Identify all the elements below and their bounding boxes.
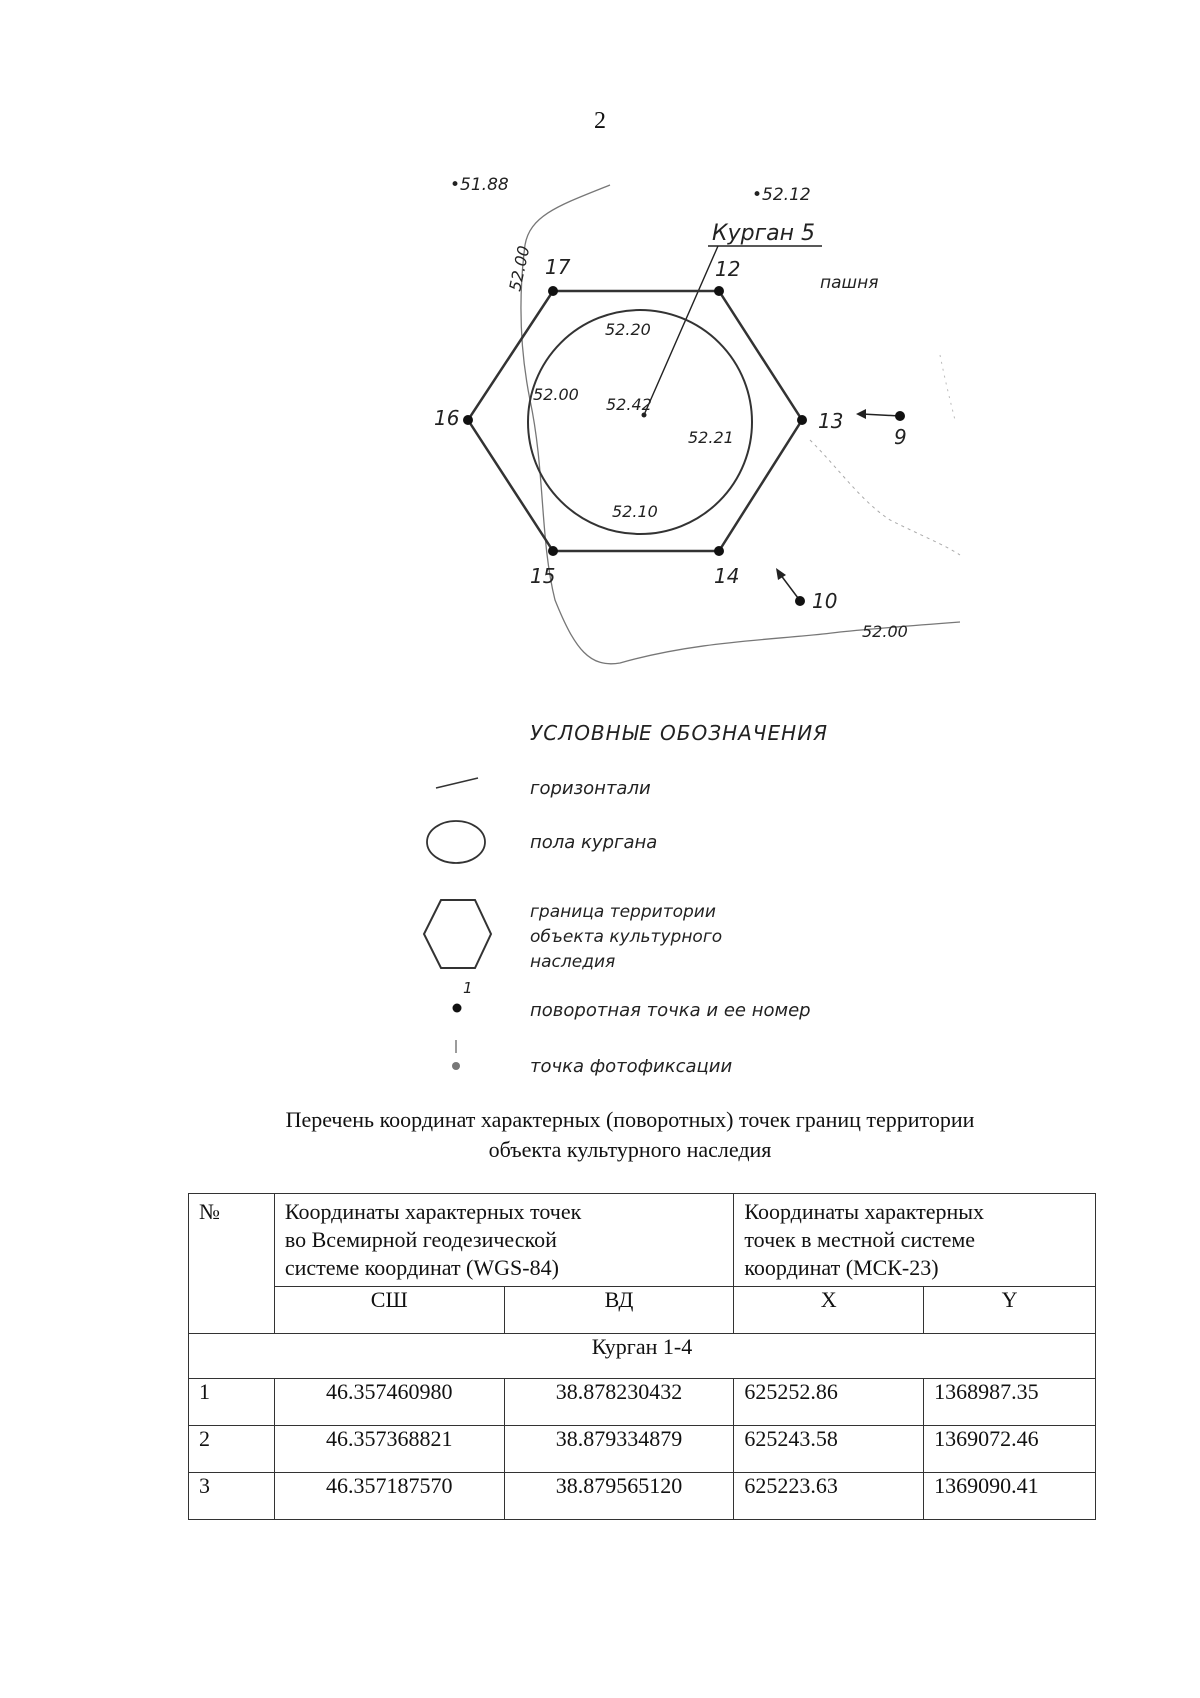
- legend-turn-point-number: 1: [463, 979, 473, 997]
- contour-line-east: [940, 355, 955, 420]
- cell-number: 3: [189, 1473, 275, 1520]
- caption-line-1: Перечень координат характерных (поворотных) точек границ территории: [285, 1107, 975, 1132]
- elevation-left: 52.00: [533, 385, 579, 404]
- mound-floor-circle: [528, 310, 752, 534]
- header-msk-line1: Координаты характерных: [744, 1199, 985, 1224]
- photo-label-10: 10: [812, 589, 838, 613]
- cell-lat: 46.357187570: [274, 1473, 504, 1520]
- elevation-bottom: 52.10: [612, 502, 658, 521]
- photo-point-9: [895, 411, 905, 421]
- table-group-row: [189, 1334, 1096, 1379]
- header-y: Y: [924, 1287, 1096, 1334]
- turn-point-14: [714, 546, 724, 556]
- table-subheader-row: [189, 1287, 1096, 1334]
- table-row: [189, 1426, 1096, 1473]
- table-header-row: [189, 1194, 1096, 1287]
- table-caption: [150, 1105, 1110, 1165]
- cell-lon: 38.878230432: [504, 1379, 734, 1426]
- cell-lon: 38.879334879: [504, 1426, 734, 1473]
- title-leader: [644, 246, 718, 415]
- group-label: Курган 1-4: [189, 1334, 1096, 1379]
- point-label-12: 12: [715, 257, 741, 281]
- point-label-17: 17: [545, 255, 571, 279]
- header-wgs-line3: системе координат (WGS-84): [284, 1255, 559, 1280]
- cell-y: 1368987.35: [924, 1379, 1096, 1426]
- header-msk-line3: координат (МСК-23): [744, 1255, 939, 1280]
- page-number: 2: [594, 108, 606, 134]
- elevation-right: 52.21: [688, 428, 734, 447]
- legend-boundary-line2: объекта культурного: [530, 927, 723, 947]
- header-msk: [734, 1194, 1096, 1287]
- header-number: №: [189, 1194, 275, 1334]
- turn-point-12: [714, 286, 724, 296]
- cell-y: 1369090.41: [924, 1473, 1096, 1520]
- cell-lon: 38.879565120: [504, 1473, 734, 1520]
- cell-x: 625252.86: [734, 1379, 924, 1426]
- legend-boundary-line3: наследия: [530, 952, 616, 972]
- header-lat: СШ: [274, 1287, 504, 1334]
- turn-point-15: [548, 546, 558, 556]
- photo-arrow-9: [862, 414, 900, 416]
- photo-point-10: [795, 596, 805, 606]
- cell-x: 625223.63: [734, 1473, 924, 1520]
- legend-mound-label: пола кургана: [530, 832, 658, 853]
- photo-arrowhead-10: [776, 568, 786, 580]
- elevation-top: 52.20: [605, 320, 651, 339]
- turn-point-13: [797, 415, 807, 425]
- contour-label-west: 52.00: [505, 244, 534, 293]
- legend-boundary-line1: граница территории: [530, 902, 716, 922]
- photo-arrowhead-9: [856, 409, 866, 419]
- legend-turn-point-symbol: [453, 1004, 462, 1013]
- elevation-nw: •51.88: [450, 175, 509, 195]
- header-lon: ВД: [504, 1287, 734, 1334]
- turn-point-16: [463, 415, 473, 425]
- legend-hexagon-symbol: [424, 900, 491, 968]
- elevation-ne: •52.12: [752, 185, 811, 205]
- legend-contour-symbol: [436, 778, 478, 788]
- contour-line-ne: [810, 440, 960, 555]
- legend-title: УСЛОВНЫЕ ОБОЗНАЧЕНИЯ: [530, 721, 829, 745]
- table-row: [189, 1473, 1096, 1520]
- caption-line-2: объекта культурного наследия: [488, 1137, 772, 1162]
- elevation-center: 52.42: [606, 395, 652, 414]
- coordinates-table: [188, 1193, 1096, 1520]
- legend-photo-symbol: [452, 1062, 460, 1070]
- legend-turn-point-label: поворотная точка и ее номер: [530, 1000, 811, 1021]
- photo-label-9: 9: [894, 425, 907, 449]
- header-x: X: [734, 1287, 924, 1334]
- field-label: пашня: [820, 273, 879, 293]
- header-msk-line2: точек в местной системе: [744, 1227, 976, 1252]
- cell-lat: 46.357460980: [274, 1379, 504, 1426]
- contour-label-south: 52.00: [862, 622, 908, 641]
- point-label-15: 15: [530, 564, 556, 588]
- cell-y: 1369072.46: [924, 1426, 1096, 1473]
- photo-arrow-10: [780, 574, 798, 598]
- header-wgs-line1: Координаты характерных точек: [284, 1199, 582, 1224]
- cell-number: 2: [189, 1426, 275, 1473]
- point-label-14: 14: [714, 564, 740, 588]
- legend-contour-label: горизонтали: [530, 778, 651, 799]
- header-wgs: [274, 1194, 734, 1287]
- mound-title: Курган 5: [712, 221, 816, 246]
- turn-point-17: [548, 286, 558, 296]
- cell-lat: 46.357368821: [274, 1426, 504, 1473]
- point-label-16: 16: [434, 406, 460, 430]
- header-wgs-line2: во Всемирной геодезической: [284, 1227, 557, 1252]
- cell-number: 1: [189, 1379, 275, 1426]
- legend-photo-label: точка фотофиксации: [530, 1056, 733, 1077]
- point-label-13: 13: [818, 409, 844, 433]
- cell-x: 625243.58: [734, 1426, 924, 1473]
- legend-circle-symbol: [427, 821, 485, 863]
- table-row: [189, 1379, 1096, 1426]
